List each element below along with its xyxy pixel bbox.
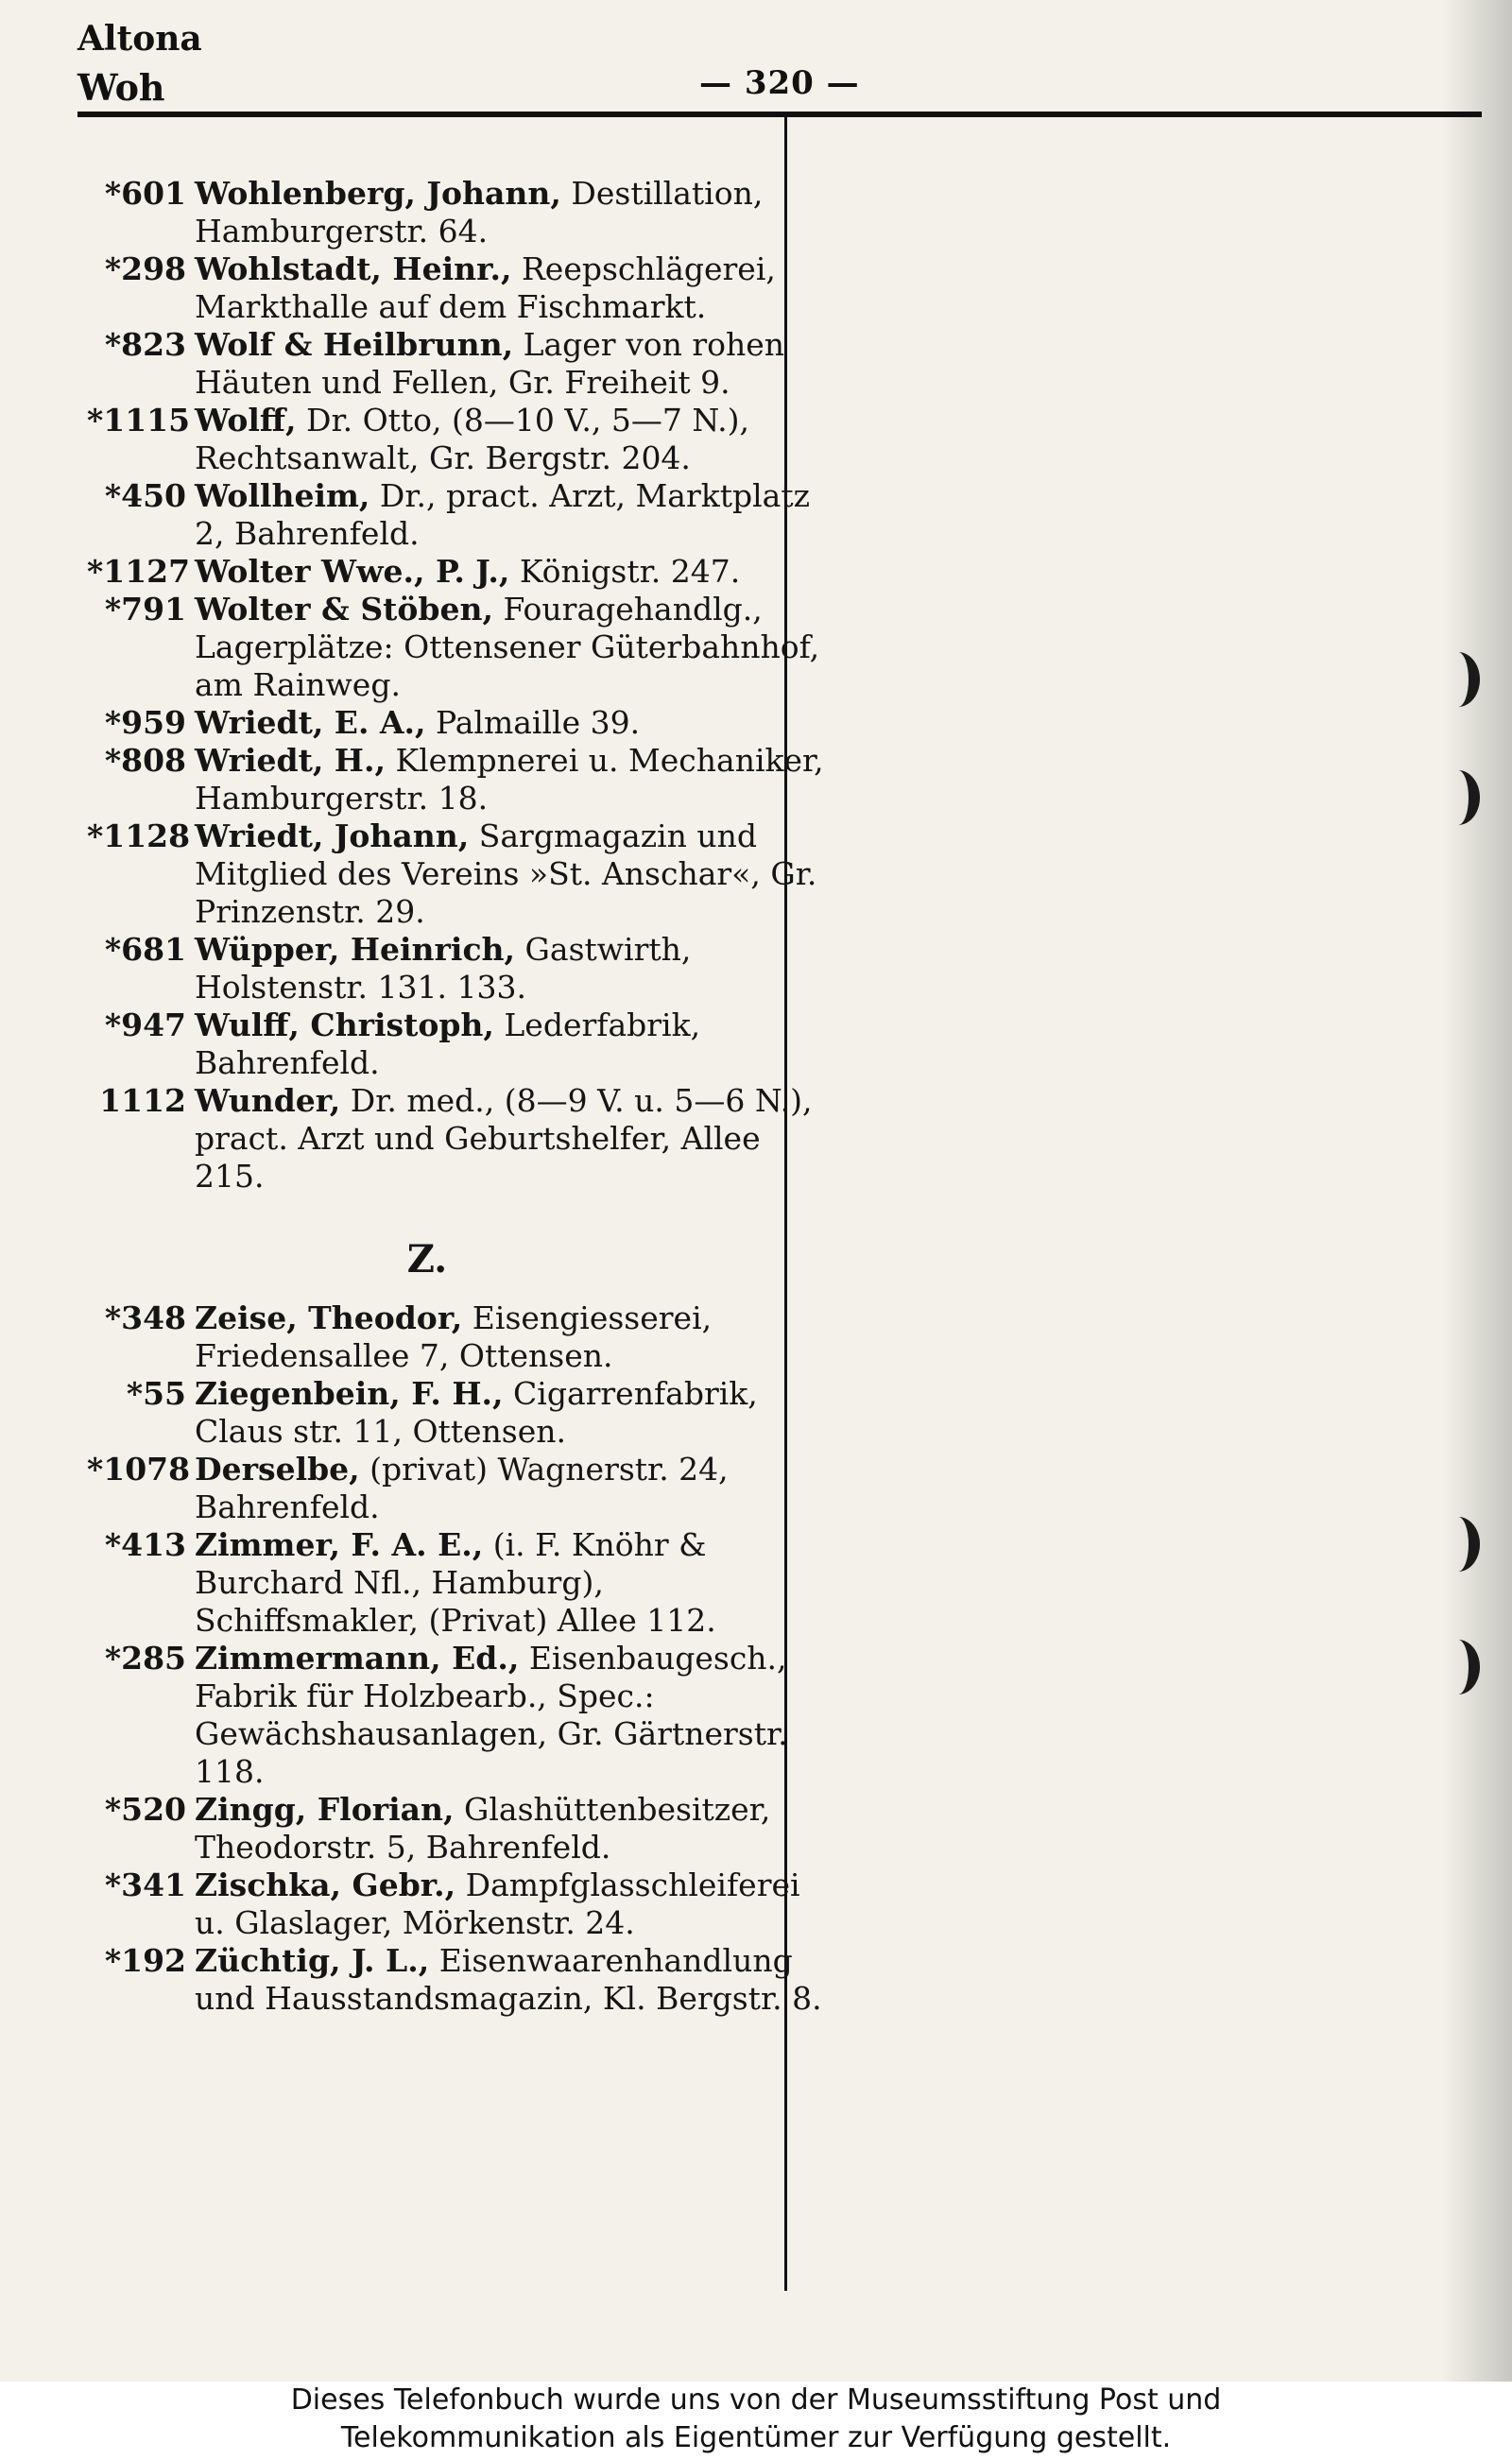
footer-line-1: Dieses Telefonbuch wurde uns von der Museumsstiftung Post und [290, 2383, 1222, 2417]
list-item [87, 1375, 824, 1451]
list-item [87, 817, 824, 931]
list-item [87, 553, 824, 591]
entry-details: Glashüttenbesitzer, Theodorstr. 5, Bahrenfeld. [195, 1791, 771, 1866]
phone-number: *1115 [87, 402, 191, 439]
directory-column [87, 175, 824, 2018]
list-item [87, 1006, 824, 1082]
list-item [87, 326, 824, 402]
binding-ring-icon [1436, 1640, 1480, 1694]
entry-name: Wohlstadt, Heinr., [195, 250, 512, 287]
binding-ring-icon [1436, 652, 1480, 707]
list-item [87, 1526, 824, 1640]
phone-number: *55 [126, 1375, 186, 1412]
entry-name: Züchtig, J. L., [195, 1942, 430, 1979]
entry-details: Fouragehandlg., Lagerplätze: Ottensener Güterbahnhof, am Rainweg. [195, 591, 820, 703]
phone-number: *681 [104, 931, 186, 968]
entry-details: (privat) Wagnerstr. 24, Bahrenfeld. [195, 1451, 729, 1525]
entry-details: (i. F. Knöhr & Burchard Nfl., Hamburg), Schiffsmakler, (Privat) Allee 112. [195, 1526, 716, 1639]
entry-name: Wriedt, Johann, [195, 817, 470, 854]
list-item [87, 250, 824, 326]
list-item [87, 1791, 824, 1867]
header-rule [77, 112, 1482, 117]
page-edge-shadow [1441, 0, 1512, 2382]
entry-name: Wollheim, [195, 477, 370, 514]
entry-name: Wüpper, Heinrich, [195, 931, 516, 968]
entry-name: Wunder, [195, 1082, 341, 1119]
list-item [87, 175, 824, 250]
list-item [87, 704, 824, 742]
phone-number: 1112 [99, 1082, 186, 1119]
entry-details: Destillation, Hamburgerstr. 64. [195, 175, 764, 249]
phone-number: *285 [104, 1640, 186, 1677]
list-item [87, 1942, 824, 2018]
phone-number: *808 [104, 742, 186, 779]
header-place: Altona [77, 19, 202, 59]
entry-details: Klempnerei u. Mechaniker, Hamburgerstr. 18. [195, 742, 824, 817]
binding-ring-icon [1436, 1517, 1480, 1572]
phone-number: *823 [104, 326, 186, 363]
entry-name: Zischka, Gebr., [195, 1867, 456, 1903]
phone-number: *520 [104, 1791, 186, 1828]
phone-number: *1127 [87, 553, 191, 590]
list-item [87, 591, 824, 704]
list-item [87, 1451, 824, 1526]
entry-details: Dampfglasschleiferei u. Glaslager, Mörkenstr. 24. [195, 1867, 800, 1941]
list-item [87, 1299, 824, 1375]
phone-number: *601 [104, 175, 186, 212]
section-letter: Z. [406, 1237, 448, 1282]
footer-line-2: Telekommunikation als Eigentümer zur Verfügung gestellt. [340, 2421, 1172, 2454]
entry-details: Eisenbaugesch., Fabrik für Holzbearb., Spec.: Gewächshausanlagen, Gr. Gärtnerstr. 118. [195, 1640, 788, 1790]
entry-name: Wolf & Heilbrunn, [195, 326, 514, 363]
entry-name: Wriedt, E. A., [195, 704, 426, 741]
list-item [87, 742, 824, 817]
entry-name: Zingg, Florian, [195, 1791, 455, 1828]
bleed-through-column [794, 142, 1469, 2315]
list-item [87, 402, 824, 477]
entry-details: Lager von rohen Häuten und Fellen, Gr. Freiheit 9. [195, 326, 785, 401]
phone-number: *192 [104, 1942, 186, 1979]
list-item [87, 477, 824, 553]
footer-notice [0, 2382, 1512, 2460]
entry-details: Reepschlägerei, Markthalle auf dem Fischmarkt. [195, 250, 776, 325]
phone-number: *1078 [87, 1451, 191, 1488]
phone-number: *791 [104, 591, 186, 628]
entry-name: Wulff, Christoph, [195, 1006, 494, 1043]
list-item [87, 1082, 824, 1196]
entry-name: Wolter Wwe., P. J., [195, 553, 510, 590]
phone-number: *947 [104, 1006, 186, 1043]
entry-name: Derselbe, [195, 1451, 360, 1488]
entry-name: Ziegenbein, F. H., [195, 1375, 504, 1412]
page-number: — 320 — [699, 64, 860, 102]
phone-number: *348 [104, 1299, 186, 1336]
list-item [87, 1640, 824, 1791]
phone-number: *298 [104, 250, 186, 287]
entry-details: Lederfabrik, Bahrenfeld. [195, 1006, 701, 1081]
entry-details: Cigarrenfabrik, Claus str. 11, Ottensen. [195, 1375, 758, 1450]
entry-details: Eisenwaarenhandlung und Hausstandsmagazin, Kl. Bergstr. 8. [195, 1942, 822, 2017]
entry-details: Dr., pract. Arzt, Marktplatz 2, Bahrenfeld. [195, 477, 810, 552]
entry-details: Gastwirth, Holstenstr. 131. 133. [195, 931, 692, 1006]
entry-details: Dr. Otto, (8—10 V., 5—7 N.), Rechtsanwalt, Gr. Bergstr. 204. [195, 402, 749, 476]
entry-name: Zeise, Theodor, [195, 1299, 463, 1336]
entry-details: Palmaille 39. [436, 704, 641, 741]
entry-details: Sargmagazin und Mitglied des Vereins »St. Anschar«, Gr. Prinzenstr. 29. [195, 817, 817, 930]
entry-details: Eisengiesserei, Friedensallee 7, Ottensen. [195, 1299, 713, 1374]
list-item [87, 931, 824, 1006]
phone-number: *450 [104, 477, 186, 514]
binding-ring-icon [1436, 770, 1480, 825]
entry-details: Dr. med., (8—9 V. u. 5—6 N.), pract. Arzt und Geburtshelfer, Allee 215. [195, 1082, 813, 1195]
entry-name: Wriedt, H., [195, 742, 386, 779]
phone-number: *341 [104, 1867, 186, 1903]
phone-number: *413 [104, 1526, 186, 1563]
entry-name: Zimmermann, Ed., [195, 1640, 520, 1677]
phone-number: *1128 [87, 817, 191, 854]
entry-name: Wohlenberg, Johann, [195, 175, 561, 212]
phone-number: *959 [104, 704, 186, 741]
entry-name: Zimmer, F. A. E., [195, 1526, 484, 1563]
list-item [87, 1867, 824, 1942]
header-keyword: Woh [77, 66, 165, 109]
entry-details: Königstr. 247. [519, 553, 741, 590]
entry-name: Wolff, [195, 402, 297, 439]
entry-name: Wolter & Stöben, [195, 591, 493, 628]
